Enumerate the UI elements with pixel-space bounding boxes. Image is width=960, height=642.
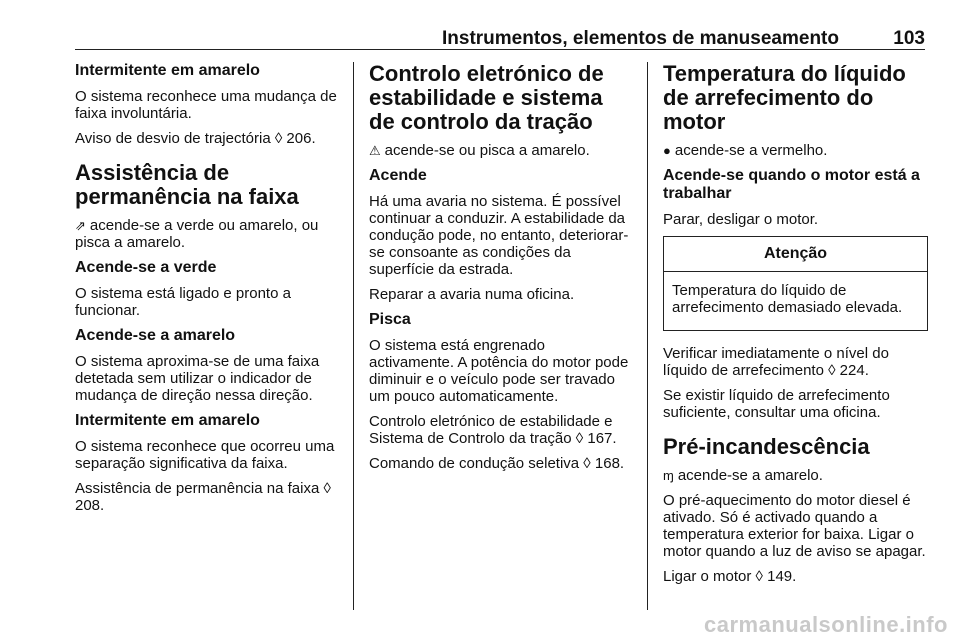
- paragraph: O sistema reconhece uma mudança de faixa involuntária.: [75, 88, 337, 122]
- paragraph: Controlo eletrónico de estabilidade e Sistema de Controlo da tração ◊ 167.: [369, 413, 617, 447]
- paragraph: Parar, desligar o motor.: [663, 211, 819, 228]
- paragraph: O sistema está engrenado activamente. A potência do motor pode diminuir e o veículo pode ser travado um pouco automaticamente.: [369, 337, 629, 405]
- lane-assist-icon: ⇗: [75, 218, 86, 233]
- heading-intermitente: Intermitente em amarelo: [75, 62, 260, 79]
- paragraph: ⇗ acende-se a verde ou amarelo, ou pisca a amarelo.: [75, 217, 319, 251]
- page-header: [75, 28, 925, 50]
- page-number: 103: [893, 28, 925, 49]
- paragraph: O sistema reconhece que ocorreu uma separação significativa da faixa.: [75, 438, 335, 472]
- paragraph: ● acende-se a vermelho.: [663, 142, 828, 159]
- paragraph: Ligar o motor ◊ 149.: [663, 568, 797, 585]
- paragraph: ɱ acende-se a amarelo.: [663, 467, 823, 484]
- heading-pre-incandescencia: Pré-incandescência: [663, 434, 870, 459]
- column-1: [75, 62, 345, 522]
- heading-intermitente-2: Intermitente em amarelo: [75, 412, 260, 429]
- paragraph: Verificar imediatamente o nível do líquido de arrefecimento ◊ 224.: [663, 345, 889, 379]
- heading-assistencia: Assistência de permanência na faixa: [75, 160, 299, 209]
- watermark: carmanualsonline.info: [704, 612, 948, 637]
- paragraph: Aviso de desvio de trajectória ◊ 206.: [75, 130, 316, 147]
- dot-icon: ●: [663, 143, 671, 158]
- heading-verde: Acende-se a verde: [75, 259, 217, 276]
- esc-icon: ⚠: [369, 143, 381, 158]
- header-rule: [75, 49, 925, 50]
- heading-trabalhar: Acende-se quando o motor está a trabalhar: [663, 167, 920, 202]
- paragraph: O pré-aquecimento do motor diesel é ativado. Só é activado quando a temperatura exterior for baixa. Ligar o motor quando a luz de aviso se apagar.: [663, 492, 926, 560]
- heading-amarelo: Acende-se a amarelo: [75, 327, 236, 344]
- paragraph: Há uma avaria no sistema. É possível continuar a conduzir. A estabilidade da condução pode, no entanto, deteriorar-se consoante as condições da superfície da estrada.: [369, 193, 629, 278]
- paragraph: Assistência de permanência na faixa ◊ 208.: [75, 480, 331, 514]
- paragraph: Comando de condução seletiva ◊ 168.: [369, 455, 625, 472]
- paragraph: O sistema aproxima-se de uma faixa detetada sem utilizar o indicador de mudança de direção nessa direção.: [75, 353, 320, 404]
- warning-box: [663, 236, 928, 331]
- column-3: [663, 62, 928, 593]
- heading-pisca: Pisca: [369, 311, 411, 328]
- heading-temperatura: Temperatura do líquido de arrefecimento do motor: [663, 61, 906, 134]
- page-title: Instrumentos, elementos de manuseamento: [442, 28, 839, 49]
- warning-box-text: Temperatura do líquido de arrefecimento demasiado elevada.: [672, 282, 903, 316]
- glow-plug-icon: ɱ: [663, 468, 674, 483]
- paragraph: Se existir líquido de arrefecimento suficiente, consultar uma oficina.: [663, 387, 890, 421]
- paragraph: ⚠ acende-se ou pisca a amarelo.: [369, 142, 590, 159]
- column-divider: [647, 62, 648, 610]
- heading-acende: Acende: [369, 167, 427, 184]
- column-divider: [353, 62, 354, 610]
- warning-box-title: Atenção: [664, 237, 927, 272]
- paragraph: Reparar a avaria numa oficina.: [369, 286, 575, 303]
- column-2: [369, 62, 634, 480]
- heading-esc: Controlo eletrónico de estabilidade e sistema de controlo da tração: [369, 61, 604, 134]
- paragraph: O sistema está ligado e pronto a funcionar.: [75, 285, 291, 319]
